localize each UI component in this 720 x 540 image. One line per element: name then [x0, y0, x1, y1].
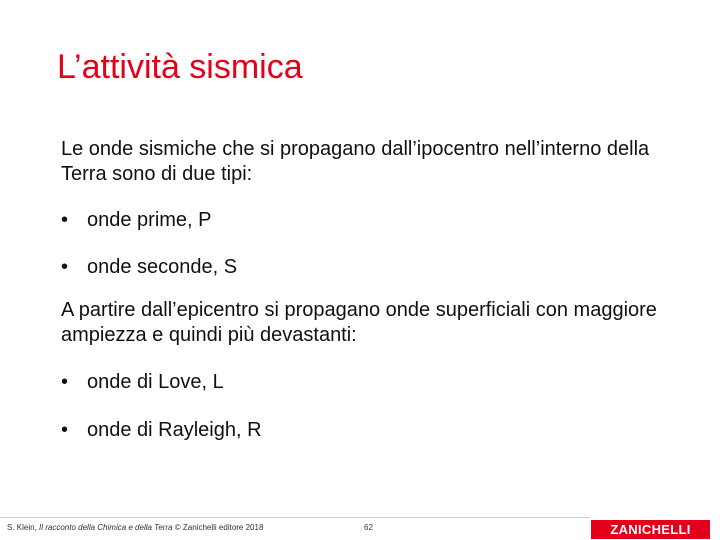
list-item	[61, 255, 661, 280]
list-item-label: onde di Love, L	[87, 371, 224, 393]
paragraph-body-waves: Le onde sismiche che si propagano dall’ipocentro nell’interno della Terra sono di due tipi:	[61, 138, 650, 185]
footer-book-title: Il racconto della Chimica e della Terra	[39, 523, 173, 532]
bullet-icon: •	[61, 209, 69, 231]
list-item	[61, 370, 661, 395]
list-item-label: onde prime, P	[87, 209, 212, 231]
slide-title: L’attività sismica	[57, 48, 303, 86]
footer-author: S. Klein,	[7, 523, 40, 532]
page-number: 62	[364, 523, 373, 532]
list-item-label: onde di Rayleigh, R	[87, 419, 262, 441]
list-item-label: onde seconde, S	[87, 256, 238, 278]
bullet-icon: •	[61, 256, 69, 278]
footer-divider	[0, 517, 590, 518]
footer-publisher: © Zanichelli editore 2018	[172, 523, 264, 532]
zanichelli-logo: ZANICHELLI	[591, 520, 710, 539]
paragraph-surface-waves: A partire dall’epicentro si propagano onde superficiali con maggiore ampiezza e quindi più devastanti:	[61, 299, 657, 346]
bullet-list-surface-waves	[61, 370, 661, 443]
list-item	[61, 418, 661, 443]
slide-body	[61, 137, 661, 443]
bullet-icon: •	[61, 371, 69, 393]
bullet-list-body-waves	[61, 208, 661, 280]
list-item	[61, 208, 661, 233]
footer-credit	[7, 523, 263, 532]
bullet-icon: •	[61, 419, 69, 441]
